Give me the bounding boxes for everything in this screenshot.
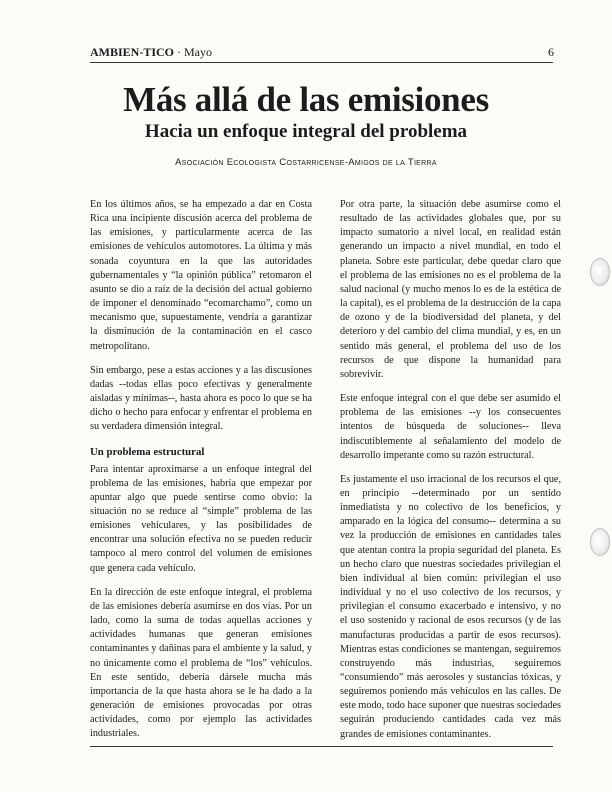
paragraph: Este enfoque integral con el que debe ser asumido el problema de las emisiones --y los consecuentes intentos de búsqueda de soluciones-- lleva indiscutiblemente al señalamiento del modelo de desarrollo imperante como su razón estructural. <box>340 393 561 461</box>
paragraph: Es justamente el uso irracional de los recursos el que, en principio --determinado por un sentido inmediatista y no colectivo de los beneficios, y amparado en la lógica del consumo-- determina a su vez la producción de emisiones en cantidades tales que atentan contra la propia seguridad del planeta. Es un hecho claro que nuestras sociedades privilegian el bien individual al bien común: privilegian el uso individual y no el uso colectivo de los recursos, y privilegian el consumo exacerbado e intensivo, y no el uso sostenido y racional de esos recursos (y de las manufacturas producidas a partir de esos recursos). Mientras estas condiciones se mantengan, seguiremos construyendo más industrias, seguiremos “consumiendo” más aerosoles y sustancias tóxicas, y seguiremos poniendo más vehículos en las calles. De este modo, todo hace suponer que nuestras sociedades seguirán produciendo cantidades cada vez más grandes de emisiones contaminantes. <box>340 473 561 740</box>
footer-divider <box>90 746 553 747</box>
paragraph: Para intentar aproximarse a un enfoque integral del problema de las emisiones, habría que empezar por apuntar algo que puede sentirse como obvio: la situación no se reduce al “simple” problema de las emisiones vehiculares, y las posibilidades de encontrar una solución efectiva no se pueden reducir tampoco al mero control del volumen de emisiones que genera cada vehículo. <box>90 463 312 574</box>
running-header <box>90 45 212 60</box>
publication-name: AMBIEN-TICO <box>90 45 175 59</box>
paragraph: Sin embargo, pese a estas acciones y a las discusiones dadas --todas ellas poco efectivas y generalmente aisladas y mínimas--, hasta ahora es poco lo que se ha dicho o hecho para enfocar y enfrentar el problema en su verdadera dimensión integral. <box>90 364 312 433</box>
section-heading: Un problema estructural <box>90 445 205 458</box>
punch-hole <box>590 258 610 286</box>
right-column <box>340 198 561 752</box>
paragraph: En los últimos años, se ha empezado a dar en Costa Rica una incipiente discusión acerca del problema de las emisiones, y particularmente acerca de las emisiones de vehículos automotores. La última y más sonada coyuntura en la que las autoridades gubernamentales y “la opinión pública” retomaron el asunto se dio a raíz de la decisión del actual gobierno de imponer el denominado “ecomarchamo”, como un mecanismo que, supuestamente, vendría a garantizar la disminución de la contaminación en el casco metropolitano. <box>90 199 312 352</box>
issue-month: · Mayo <box>174 45 213 59</box>
page-number: 6 <box>548 45 554 59</box>
paragraph: Por otra parte, la situación debe asumirse como el resultado de las actividades globales que, por su impacto sumatorio a nivel local, en realidad están generando un impacto a nivel mundial, en todo el planeta. Sobre este particular, debe quedar claro que el problema de las emisiones no es el problema de la salud nacional (y mucho menos lo es de la estética de la capital), es el problema de la destrucción de la capa de ozono y de la biodiversidad del planeta, y del deterioro y del cambio del clima mundial, y es, en un sentido más general, el problema del uso de los recursos de que dispone la humanidad para sobrevivir. <box>340 199 561 380</box>
article-title: Más allá de las emisiones <box>123 80 489 119</box>
article-byline: Asociación Ecologista Costarricense-Amigos de la Tierra <box>175 157 437 168</box>
punch-hole <box>590 528 610 556</box>
header-divider <box>90 62 553 63</box>
article-subtitle: Hacia un enfoque integral del problema <box>144 121 468 142</box>
left-column <box>90 198 312 751</box>
paragraph: En la dirección de este enfoque integral, el problema de las emisiones debería asumirse en dos vías. Por un lado, como la suma de todas aquellas acciones y actividades humanas que generan emisiones contaminantes y dañinas para el ambiente y la salud, y no únicamente como el problema de “los” vehículos. En este sentido, debería dársele mucha más importancia de la que hasta ahora se le ha dado a la generación de emisiones provocadas por otras actividades, como por ejemplo las actividades industriales. <box>90 586 312 740</box>
